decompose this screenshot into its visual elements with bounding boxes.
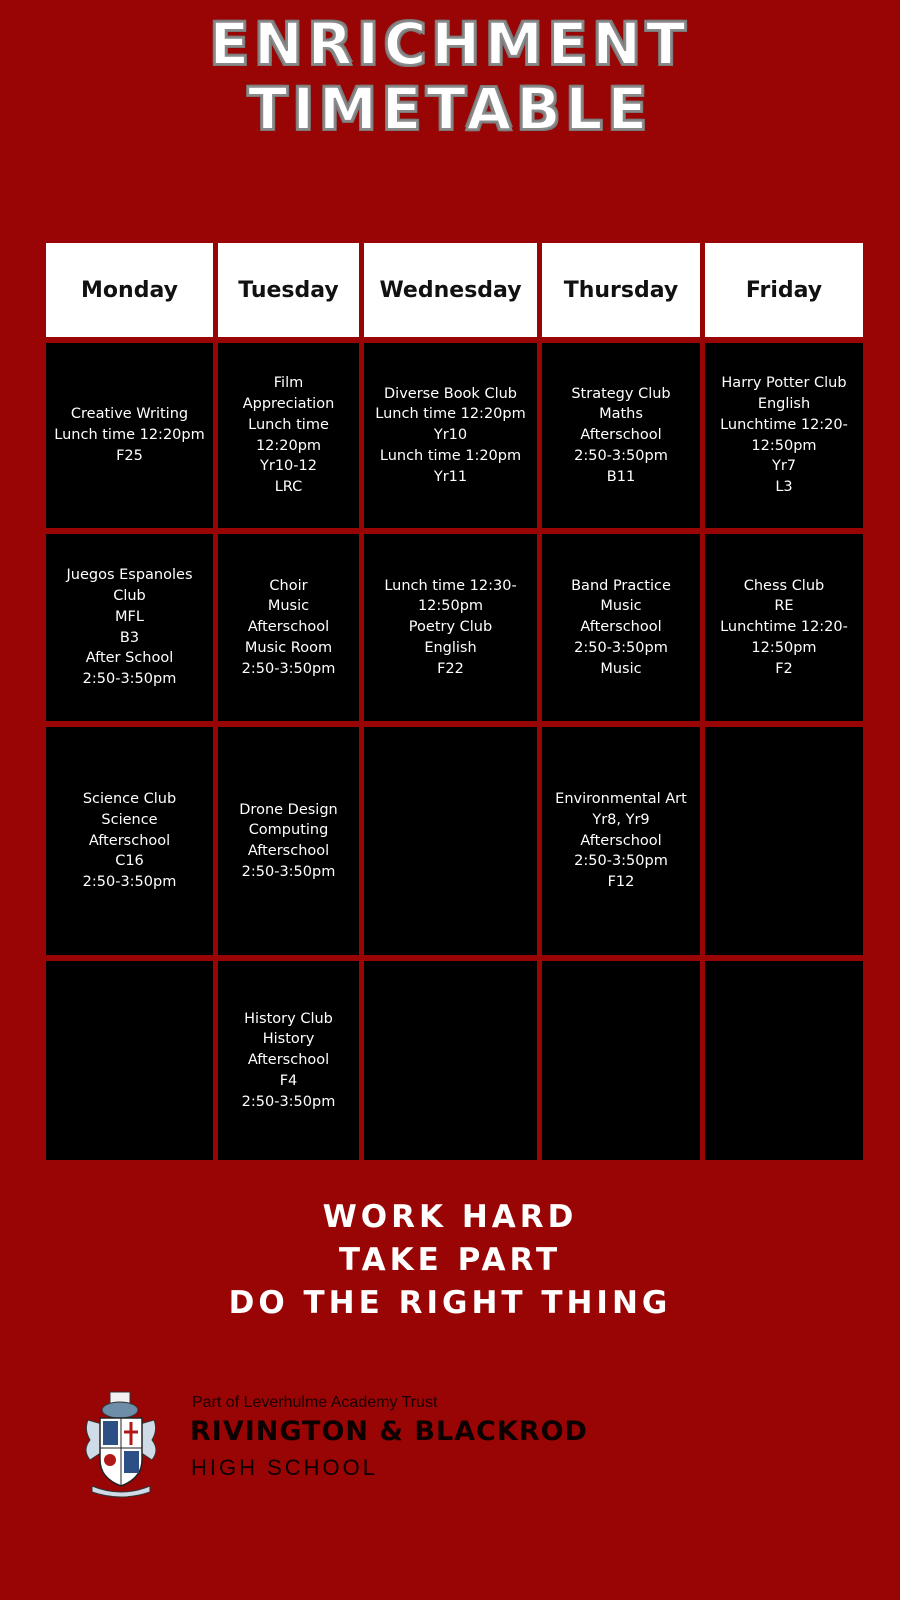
motto-line: WORK HARD xyxy=(322,1199,578,1235)
school-subtitle: HIGH SCHOOL xyxy=(191,1455,379,1480)
timetable-cell-empty xyxy=(364,961,537,1160)
timetable-cell: Science Club Science Afterschool C16 2:50-3:50pm xyxy=(46,727,213,955)
timetable-cell: Juegos Espanoles Club MFL B3 After School 2:50-3:50pm xyxy=(46,534,213,721)
school-name: RIVINGTON & BLACKROD xyxy=(190,1416,588,1447)
day-header-friday: Friday xyxy=(705,243,863,337)
page-title-line-1: ENRICHMENT xyxy=(209,10,691,78)
motto-line: DO THE RIGHT THING xyxy=(228,1285,672,1321)
timetable-cell: Environmental Art Yr8, Yr9 Afterschool 2:50-3:50pm F12 xyxy=(542,727,700,955)
school-crest-icon xyxy=(80,1390,162,1498)
timetable-cell: Drone Design Computing Afterschool 2:50-3:50pm xyxy=(218,727,359,955)
timetable-cell-empty xyxy=(705,727,863,955)
timetable-grid xyxy=(46,243,863,1160)
timetable-cell: History Club History Afterschool F4 2:50-3:50pm xyxy=(218,961,359,1160)
school-motto xyxy=(0,1196,900,1325)
day-header-wednesday: Wednesday xyxy=(364,243,537,337)
page-title-line-2: TIMETABLE xyxy=(247,75,653,143)
timetable-cell-empty xyxy=(705,961,863,1160)
timetable-cell: Film Appreciation Lunch time 12:20pm Yr10-12 LRC xyxy=(218,343,359,528)
motto-line: TAKE PART xyxy=(338,1242,562,1278)
day-header-monday: Monday xyxy=(46,243,213,337)
timetable-cell: Choir Music Afterschool Music Room 2:50-3:50pm xyxy=(218,534,359,721)
timetable-cell: Band Practice Music Afterschool 2:50-3:50pm Music xyxy=(542,534,700,721)
day-header-tuesday: Tuesday xyxy=(218,243,359,337)
timetable-cell: Chess Club RE Lunchtime 12:20- 12:50pm F2 xyxy=(705,534,863,721)
timetable-cell-empty xyxy=(46,961,213,1160)
day-header-thursday: Thursday xyxy=(542,243,700,337)
timetable-cell: Strategy Club Maths Afterschool 2:50-3:50pm B11 xyxy=(542,343,700,528)
timetable-cell: Lunch time 12:30- 12:50pm Poetry Club English F22 xyxy=(364,534,537,721)
timetable-cell: Diverse Book Club Lunch time 12:20pm Yr10 Lunch time 1:20pm Yr11 xyxy=(364,343,537,528)
timetable-cell-empty xyxy=(364,727,537,955)
timetable-cell: Harry Potter Club English Lunchtime 12:20- 12:50pm Yr7 L3 xyxy=(705,343,863,528)
timetable-cell-empty xyxy=(542,961,700,1160)
trust-affiliation: Part of Leverhulme Academy Trust xyxy=(192,1394,438,1411)
timetable-cell: Creative Writing Lunch time 12:20pm F25 xyxy=(46,343,213,528)
